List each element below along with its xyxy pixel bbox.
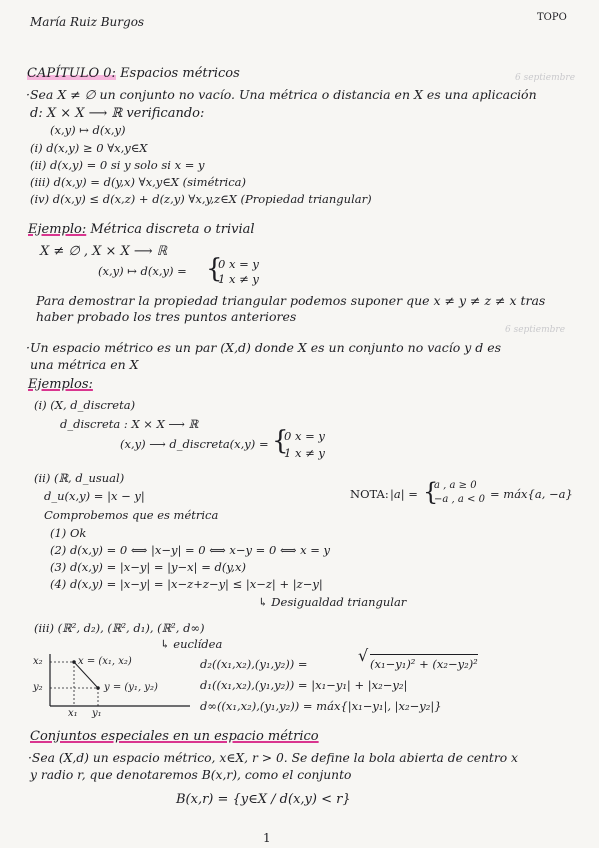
example-i-map: (x,y) ⟶ d_discreta(x,y) = xyxy=(120,437,269,451)
sketch-label-x1: x₁ xyxy=(68,708,78,719)
check-2: (2) d(x,y) = 0 ⟺ |x−y| = 0 ⟺ x−y = 0 ⟺ x = y xyxy=(50,543,331,557)
triangle-proof-line2: haber probado los tres puntos anteriores xyxy=(36,309,297,324)
discrete-case-different: 1 x ≠ y xyxy=(218,272,259,286)
special-sets-title: Conjuntos especiales en un espacio métrico xyxy=(30,729,319,744)
metric-space-line1: ·Un espacio métrico es un par (X,d) donde X es un conjunto no vacío y d es xyxy=(26,340,502,355)
check-3: (3) d(x,y) = |x−y| = |y−x| = d(y,x) xyxy=(50,560,246,574)
axiom-3: (iii) d(x,y) = d(y,x) ∀x,y∈X (simétrica) xyxy=(30,175,246,189)
examples-label: Ejemplos: xyxy=(28,377,93,392)
nota-abs: |a| = xyxy=(390,487,418,501)
example-i-title: (i) (X, d_discreta) xyxy=(34,398,136,412)
subject-label: TOPO xyxy=(537,12,567,23)
example-i-domain: d_discreta : X × X ⟶ ℝ xyxy=(60,417,199,431)
nota-case-negative: −a , a < 0 xyxy=(434,494,485,505)
example-label: Ejemplo: xyxy=(28,222,87,237)
cases-brace: { xyxy=(206,254,223,284)
euclidean-note: ↳ euclídea xyxy=(160,637,223,651)
axiom-1: (i) d(x,y) ≥ 0 ∀x,y∈X xyxy=(30,141,148,155)
example-date-note: 6 septiembre xyxy=(505,325,566,335)
axiom-2: (ii) d(x,y) = 0 si y solo si x = y xyxy=(30,158,205,172)
chapter-label: CAPÍTULO 0: xyxy=(27,66,116,81)
chapter-heading xyxy=(27,66,240,82)
sketch-label-y2: y₂ xyxy=(33,682,43,693)
d1-formula: d₁((x₁,x₂),(y₁,y₂)) = |x₁−y₁| + |x₂−y₂| xyxy=(200,678,408,692)
sketch-point-x-label: x = (x₁, x₂) xyxy=(78,656,132,667)
check-4: (4) d(x,y) = |x−y| = |x−z+z−y| ≤ |x−z| + |z−y| xyxy=(50,577,323,591)
example-i-case-different: 1 x ≠ y xyxy=(284,446,325,460)
metric-definition-line1: ·Sea X ≠ ∅ un conjunto no vacío. Una métrica o distancia en X es una aplicación xyxy=(26,87,537,102)
example-title: Métrica discreta o trivial xyxy=(90,222,255,237)
metric-map: (x,y) ↦ d(x,y) xyxy=(50,123,126,137)
check-1: (1) Ok xyxy=(50,526,87,540)
open-ball-formula: B(x,r) = {y∈X / d(x,y) < r} xyxy=(176,792,351,807)
dinf-formula: d∞((x₁,x₂),(y₁,y₂)) = máx{|x₁−y₁|, |x₂−y₂|} xyxy=(200,699,442,713)
nota-label: NOTA: xyxy=(350,487,389,501)
sketch-label-x2: x₂ xyxy=(33,656,43,667)
d2-lhs: d₂((x₁,x₂),(y₁,y₂)) = xyxy=(200,657,308,671)
sketch-point-x xyxy=(72,660,76,664)
example-i-case-equal: 0 x = y xyxy=(284,429,325,443)
open-ball-line2: y radio r, que denotaremos B(x,r), como el conjunto xyxy=(30,768,352,782)
check-title: Comprobemos que es métrica xyxy=(44,508,219,522)
sketch-point-y xyxy=(96,686,100,690)
sqrt-icon: √ xyxy=(358,646,369,665)
nota-brace: { xyxy=(423,478,439,506)
usual-metric: d_u(x,y) = |x − y| xyxy=(44,489,145,503)
sketch-point-y-label: y = (y₁, y₂) xyxy=(104,682,158,693)
d2-rhs: (x₁−y₁)² + (x₂−y₂)² xyxy=(370,654,478,672)
page-number: 1 xyxy=(263,831,271,845)
example-heading xyxy=(28,222,255,238)
discrete-map: (x,y) ↦ d(x,y) = xyxy=(98,264,187,278)
chapter-date-note: 6 septiembre xyxy=(515,73,576,83)
nota-case-positive: a , a ≥ 0 xyxy=(434,480,477,491)
triangle-proof-line1: Para demostrar la propiedad triangular podemos suponer que x ≠ y ≠ z ≠ x tras xyxy=(36,293,546,308)
example-ii-title: (ii) (ℝ, d_usual) xyxy=(34,471,125,485)
example-iii-title: (iii) (ℝ², d₂), (ℝ², d₁), (ℝ², d∞) xyxy=(34,621,205,635)
open-ball-line1: ·Sea (X,d) un espacio métrico, x∈X, r > 0. Se define la bola abierta de centro x xyxy=(28,751,518,765)
nota-max: = máx{a, −a} xyxy=(490,487,573,501)
discrete-case-equal: 0 x = y xyxy=(218,257,259,271)
metric-definition-line2: d: X × X ⟶ ℝ verificando: xyxy=(30,106,205,121)
triangle-inequality-note: ↳ Desigualdad triangular xyxy=(258,595,407,609)
cases-brace-i: { xyxy=(272,426,289,456)
metric-space-line2: una métrica en X xyxy=(30,357,139,372)
chapter-title: Espacios métricos xyxy=(120,66,240,81)
discrete-domain: X ≠ ∅ , X × X ⟶ ℝ xyxy=(40,244,167,259)
author-name: María Ruiz Burgos xyxy=(30,15,145,29)
axiom-4: (iv) d(x,y) ≤ d(x,z) + d(z,y) ∀x,y,z∈X (Propiedad triangular) xyxy=(30,192,372,206)
sketch-label-y1: y₁ xyxy=(92,708,102,719)
